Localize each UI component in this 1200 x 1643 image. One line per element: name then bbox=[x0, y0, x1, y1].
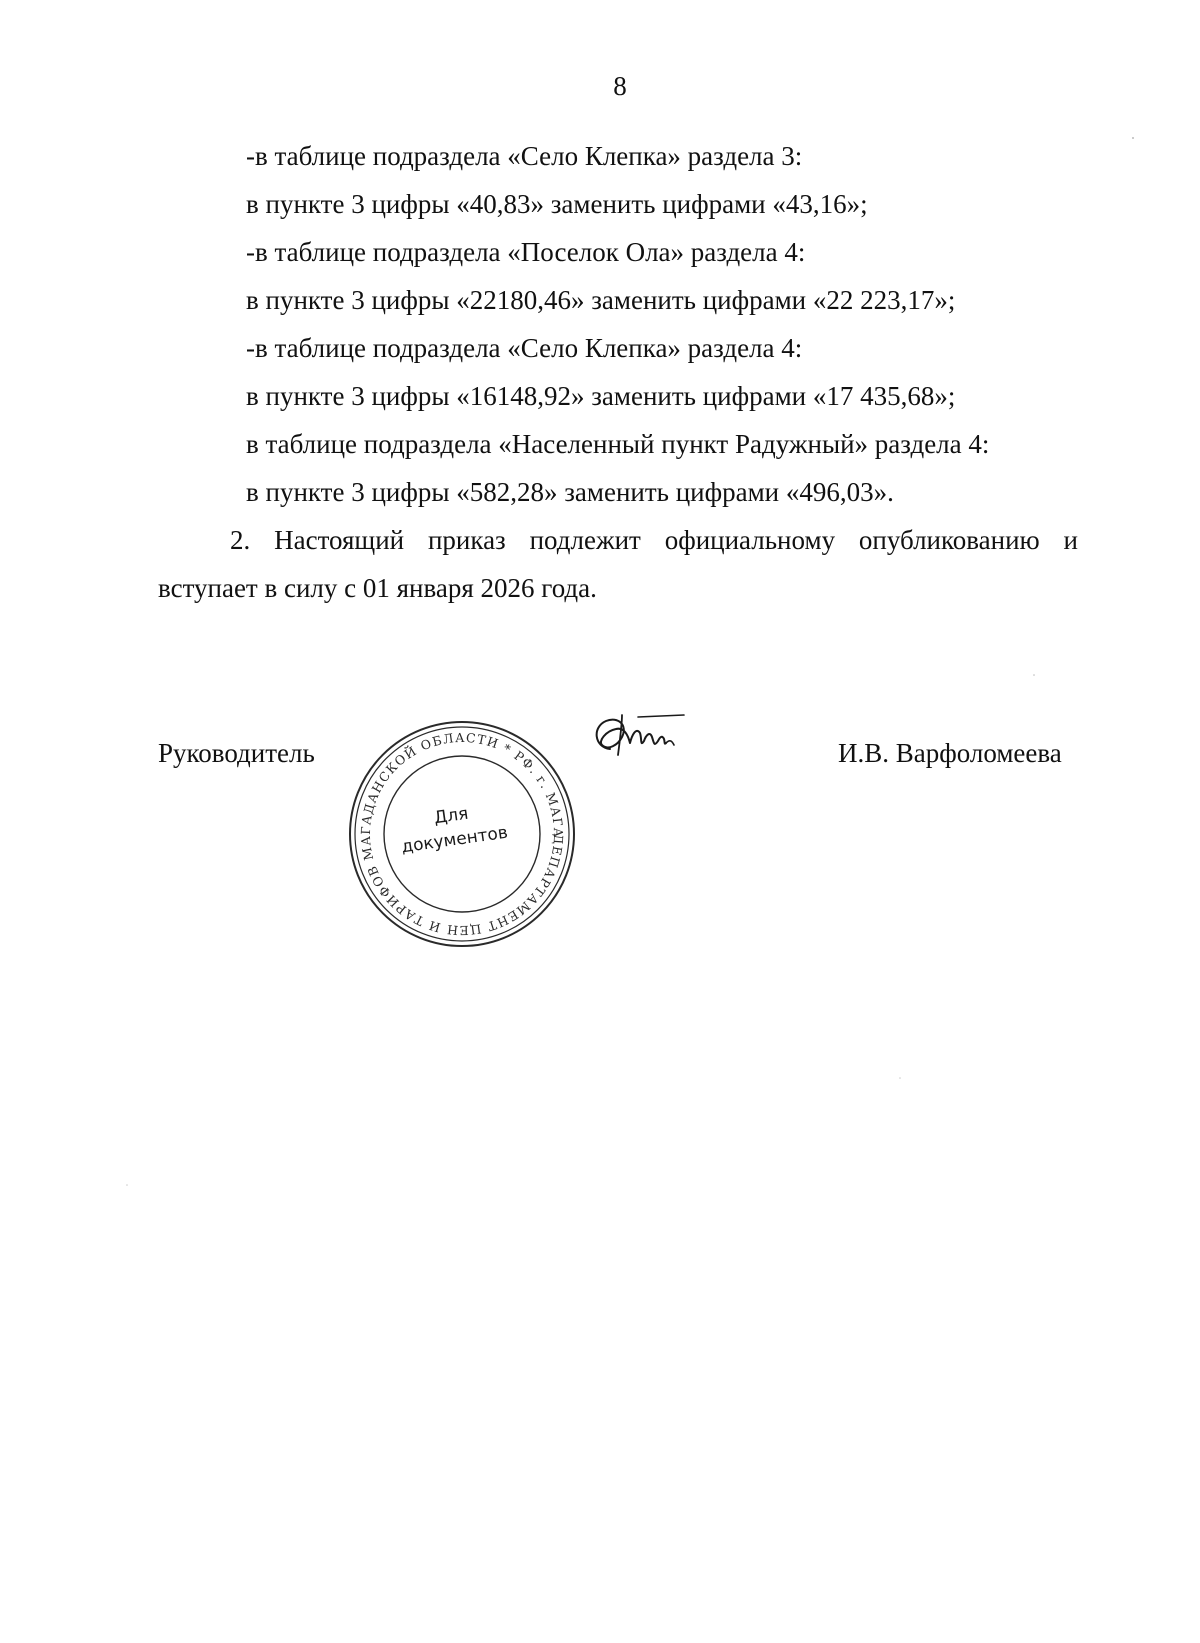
seal-ring-text: ДЕПАРТАМЕНТ ЦЕН И ТАРИФОВ МАГАДАНСКОЙ ОБЛАСТИ * РФ. г. МАГА bbox=[357, 729, 567, 939]
paragraph-2-first-line-text: 2. Настоящий приказ подлежит официальному опубликованию и bbox=[230, 525, 1078, 555]
amendment-line: в пункте 3 цифры «22180,46» заменить цифрами «22 223,17»; bbox=[246, 285, 956, 315]
amendment-line: в пункте 3 цифры «582,28» заменить цифрами «496,03». bbox=[246, 477, 894, 507]
amendment-line: -в таблице подраздела «Село Клепка» раздела 4: bbox=[246, 333, 803, 363]
seal-center-line-2: документов bbox=[400, 822, 510, 858]
seal-center-line-1: Для bbox=[432, 803, 470, 829]
amendment-line: в пункте 3 цифры «16148,92» заменить цифрами «17 435,68»; bbox=[246, 381, 956, 411]
signer-name: И.В. Варфоломеева bbox=[838, 738, 1062, 768]
amendment-line: -в таблице подраздела «Село Клепка» раздела 3: bbox=[246, 141, 803, 171]
page-number: 8 bbox=[613, 71, 627, 101]
amendment-line: -в таблице подраздела «Поселок Ола» раздела 4: bbox=[246, 237, 806, 267]
signer-role: Руководитель bbox=[158, 738, 315, 768]
amendment-line: в пункте 3 цифры «40,83» заменить цифрами «43,16»; bbox=[246, 189, 868, 219]
paragraph-2-second-line: вступает в силу с 01 января 2026 года. bbox=[158, 573, 597, 603]
amendment-line: в таблице подраздела «Населенный пункт Радужный» раздела 4: bbox=[246, 429, 990, 459]
